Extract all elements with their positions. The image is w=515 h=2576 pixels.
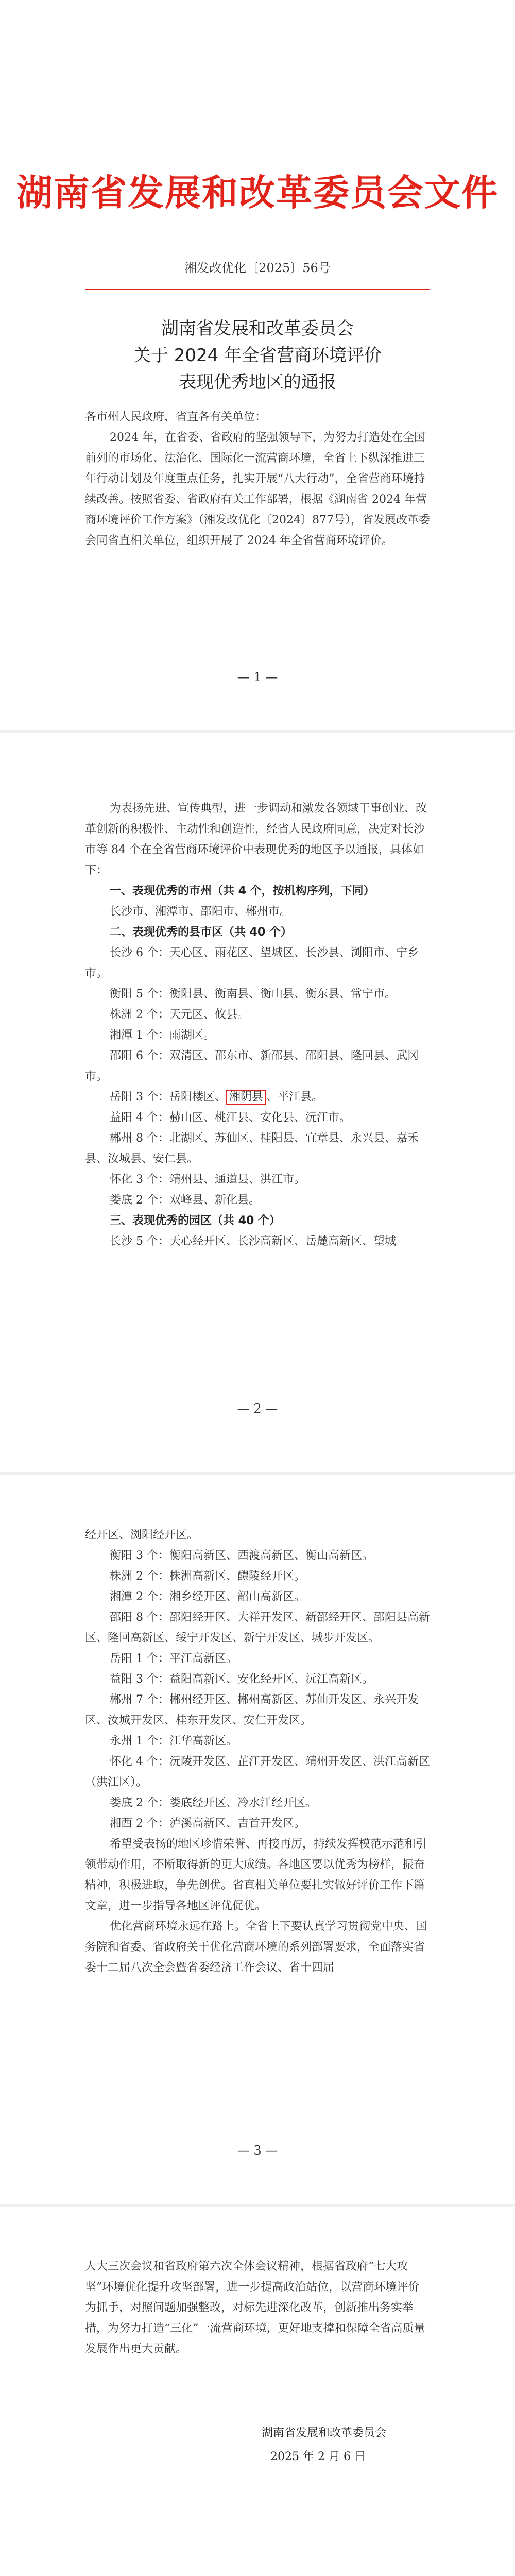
- list-item: 株洲 2 个：株洲高新区、醴陵经开区。: [110, 1570, 305, 1583]
- section-heading: 一、表现优秀的市州（共 4 个，按机构序列，下同）: [110, 885, 375, 897]
- list-item: 湘西 2 个：泸溪高新区、吉首开发区。: [110, 1817, 305, 1830]
- paragraph: 人大三次会议和省政府第六次全体会议精神，根据省政府“七大攻坚”环境优化提升攻坚部署，进一步提高政治站位，以营商环境评价为抓手，对照问题加强整改，对标先进深化改革，创新推出务实举措，为努力打造“三化”一流营商环境，更好地支撑和保障全省高质量发展作出更大贡献。: [85, 2260, 425, 2355]
- paragraph: 为表扬先进、宣传典型，进一步调动和激发各领域干事创业、改革创新的积极性、主动性和创造性，经省人民政府同意，决定对长沙市等 84 个在全省营商环境评价中表现优秀的地区予以通报，具体如下：: [85, 802, 427, 877]
- title-line-3: 表现优秀地区的通报: [179, 372, 336, 393]
- list-item: [85, 1087, 430, 1108]
- list-item: 邵阳 6 个：双清区、邵东市、新邵县、邵阳县、隆回县、武冈市。: [85, 1049, 419, 1083]
- list-item: 怀化 4 个：沅陵开发区、芷江开发区、靖州开发区、洪江高新区（洪江区）。: [85, 1755, 430, 1789]
- document-header-title: 湖南省发展和改革委员会文件: [16, 172, 499, 214]
- list-item: 益阳 3 个：益阳高新区、安化经开区、沅江高新区。: [110, 1673, 373, 1686]
- list-item: 长沙市、湘潭市、邵阳市、郴州市。: [110, 905, 291, 918]
- list-item: 娄底 2 个：娄底经开区、冷水江经开区。: [110, 1797, 317, 1809]
- page-1: [0, 0, 515, 732]
- page2-body: [85, 799, 430, 1252]
- signature-block: [0, 2421, 515, 2469]
- page-number: — 3 —: [237, 2143, 278, 2158]
- paragraph: 2024 年，在省委、省政府的坚强领导下，为努力打造处在全国前列的市场化、法治化、国际化一流营商环境，全省上下纵深推进三年行动计划及年度重点任务，扎实开展“八大行动”，全省营商环境持续改善。按照省委、省政府有关工作部署，根据《湖南省 2024 年营商环境评价工作方案》（湘发改优化〔2024〕877号），省发展改革委会同省直相关单位，组织开展了 2024 年全省营商环境评价。: [85, 431, 430, 547]
- highlighted-county: 湘阴县: [226, 1090, 266, 1105]
- page-number: — 1 —: [237, 670, 278, 684]
- document-number: 湘发改优化〔2025〕56号: [184, 261, 331, 275]
- list-item: 湘潭 2 个：湘乡经开区、韶山高新区。: [110, 1590, 305, 1603]
- page1-body: [85, 407, 430, 551]
- signing-date: 2025 年 2 月 6 日: [270, 2450, 366, 2463]
- list-item: 衡阳 3 个：衡阳高新区、西渡高新区、衡山高新区。: [110, 1549, 373, 1562]
- list-item: 郴州 7 个：郴州经开区、郴州高新区、苏仙开发区、永兴开发区、汝城开发区、桂东开发区、安仁开发区。: [85, 1693, 419, 1727]
- list-item: 怀化 3 个：靖州县、通道县、洪江市。: [110, 1173, 305, 1186]
- list-text: 、平江县。: [266, 1091, 323, 1104]
- page-number: — 2 —: [237, 1401, 278, 1416]
- list-item: 岳阳 1 个：平江高新区。: [110, 1652, 237, 1665]
- signing-organization: 湖南省发展和改革委员会: [261, 2427, 386, 2439]
- list-item: 邵阳 8 个：邵阳经开区、大祥开发区、新邵经开区、邵阳县高新区、隆回高新区、绥宁开发区、新宁开发区、城步开发区。: [85, 1611, 430, 1645]
- list-item: 株洲 2 个：天元区、攸县。: [110, 1008, 249, 1021]
- list-item: 永州 1 个：江华高新区。: [110, 1735, 237, 1748]
- page4-body: [85, 2257, 430, 2360]
- title-line-1: 湖南省发展和改革委员会: [161, 318, 354, 339]
- list-item: 经开区、浏阳经开区。: [85, 1529, 199, 1541]
- list-item: 长沙 6 个：天心区、雨花区、望城区、长沙县、浏阳市、宁乡市。: [85, 946, 419, 980]
- list-text: 岳阳 3 个：岳阳楼区、: [110, 1091, 226, 1104]
- list-item: 娄底 2 个：双峰县、新化县。: [110, 1194, 260, 1207]
- salutation: 各市州人民政府，省直各有关单位：: [85, 411, 267, 423]
- page-2: [0, 732, 515, 1473]
- list-item: 郴州 8 个：北湖区、苏仙区、桂阳县、宜章县、永兴县、嘉禾县、汝城县、安仁县。: [85, 1132, 419, 1165]
- page3-body: [85, 1525, 430, 1978]
- section-heading: 三、表现优秀的园区（共 40 个）: [110, 1214, 281, 1227]
- list-item: 长沙 5 个：天心经开区、长沙高新区、岳麓高新区、望城: [110, 1235, 396, 1248]
- document-title: [0, 315, 515, 396]
- list-item: 益阳 4 个：赫山区、桃江县、安化县、沅江市。: [110, 1111, 351, 1124]
- section-heading: 二、表现优秀的县市区（共 40 个）: [110, 926, 292, 939]
- red-divider-line: [85, 289, 430, 290]
- paragraph: 希望受表扬的地区珍惜荣誉、再接再厉，持续发挥模范示范和引领带动作用，不断取得新的更大成绩。各地区要以优秀为榜样，振奋精神，积极进取，争先创优。省直相关单位要扎实做好评价工作下篇文章，进一步指导各地区评优促优。: [85, 1838, 427, 1912]
- title-line-2: 关于 2024 年全省营商环境评价: [133, 345, 382, 366]
- page-4: [0, 2205, 515, 2576]
- page-3: [0, 1473, 515, 2205]
- list-item: 湘潭 1 个：雨湖区。: [110, 1029, 215, 1042]
- list-item: 衡阳 5 个：衡阳县、衡南县、衡山县、衡东县、常宁市。: [110, 988, 396, 1001]
- paragraph: 优化营商环境永远在路上。全省上下要认真学习贯彻党中央、国务院和省委、省政府关于优化营商环境的系列部署要求，全面落实省委十二届八次全会暨省委经济工作会议、省十四届: [85, 1920, 427, 1974]
